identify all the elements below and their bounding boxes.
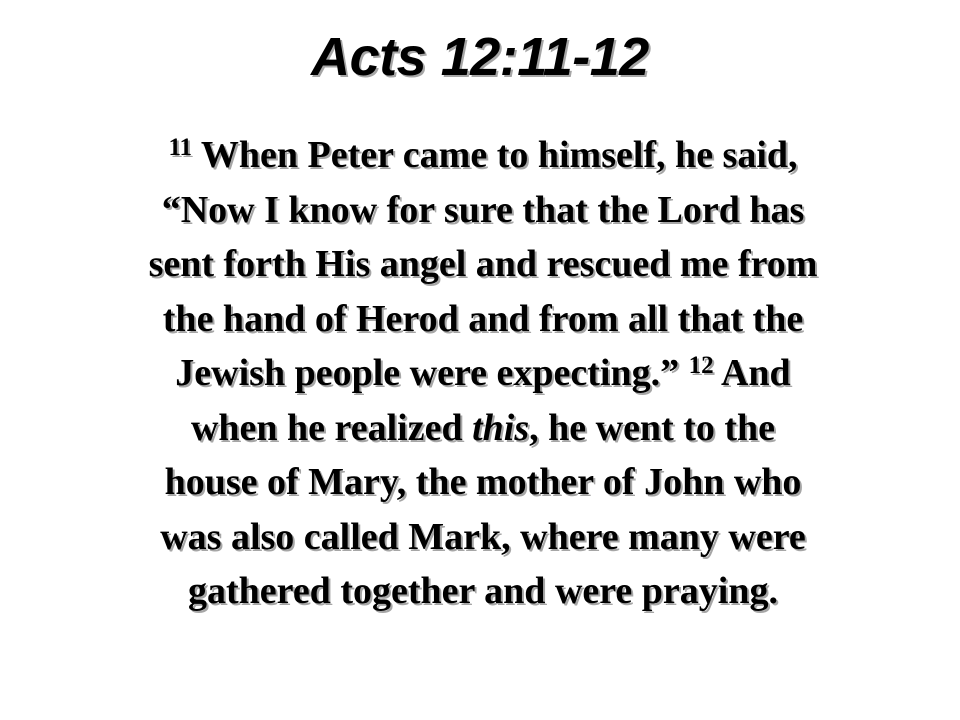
- passage-text: And: [720, 352, 791, 394]
- scripture-passage: [72, 128, 894, 619]
- passage-line-4: the hand of Herod and from all that the: [162, 297, 804, 340]
- passage-line-6: [72, 401, 894, 456]
- passage-line-8: was also called Mark, where many were: [160, 515, 806, 558]
- emphasized-word: this: [472, 406, 530, 449]
- passage-line-3: sent forth His angel and rescued me from: [148, 243, 818, 285]
- passage-line-1: [72, 128, 894, 183]
- slide-title: Acts 12:11-12: [311, 27, 649, 87]
- passage-line-9: gathered together and were praying.: [187, 570, 778, 612]
- passage-line-5: [72, 346, 894, 401]
- passage-line-7: house of Mary, the mother of John who: [164, 461, 802, 503]
- passage-text: when he realized: [190, 406, 463, 449]
- verse-number-11: 11: [168, 134, 193, 161]
- verse-number-12: 12: [688, 352, 714, 379]
- passage-text: Jewish people were expecting.”: [175, 352, 680, 394]
- passage-line-2: “Now I know for sure that the Lord has: [161, 188, 805, 231]
- passage-text: When Peter came to himself, he said,: [200, 134, 798, 176]
- passage-text: , he went to the: [529, 406, 776, 449]
